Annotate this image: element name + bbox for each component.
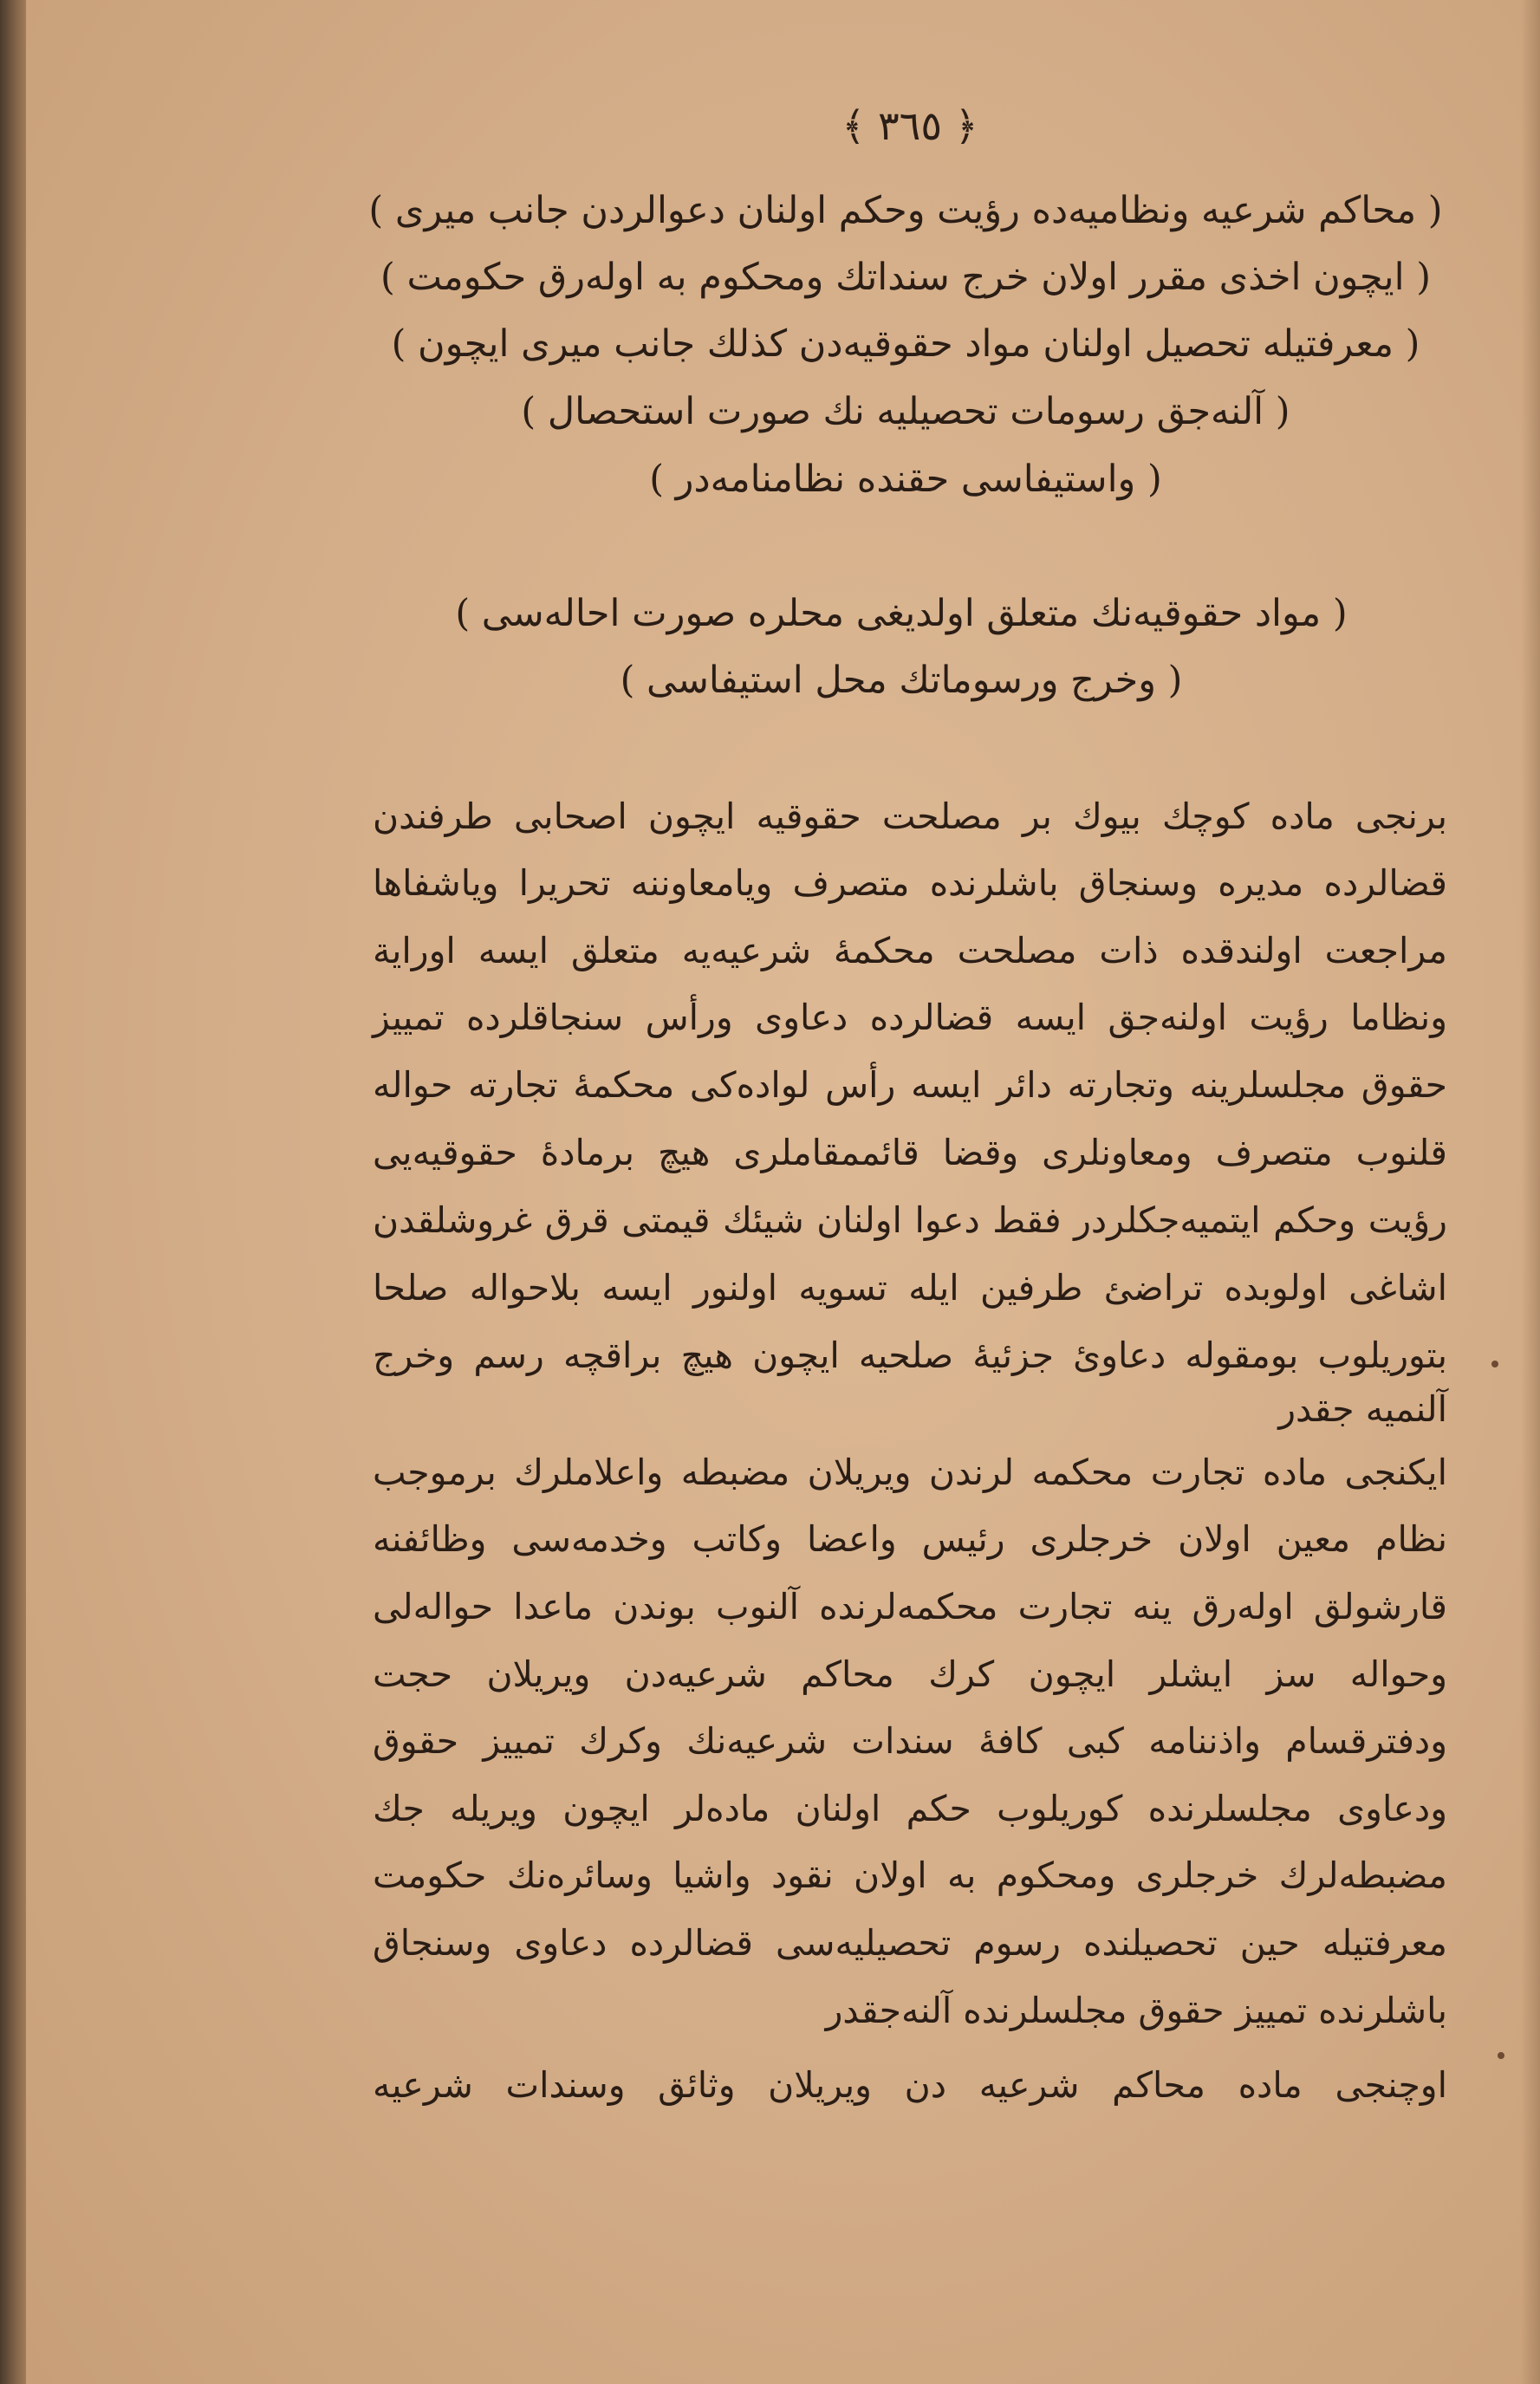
body-line-10: آلنميه جقدر: [1278, 1388, 1447, 1430]
body-line-3: مراجعت اولندقده ذات مصلحت محكمهٔ شرعيه‌يه متعلق ايسه اوراية: [373, 930, 1447, 971]
body-line-6: قلنوب متصرف ومعاونلرى وقضا قائممقاملرى هيچ برمادهٔ حقوقيه‌يى: [373, 1132, 1447, 1173]
body-line-18: معرفتيله حين تحصيلنده رسوم تحصيليه‌سى قضالرده دعاوى وسنجاق: [373, 1922, 1447, 1964]
title-line-2: ( ايچون اخذى مقرر اولان خرج سنداتك ومحكوم به اوله‌رق حكومت ): [380, 256, 1431, 299]
body-line-7: رؤيت وحكم ايتميه‌جكلردر فقط دعوا اولنان شيئك قيمتى قرق غروشلقدن: [373, 1199, 1447, 1241]
subtitle-line-1: ( مواد حقوقيه‌نك متعلق اولديغى محلره صورت احاله‌سى ): [455, 592, 1348, 635]
title-line-5: ( واستيفاسى حقنده نظامنامه‌در ): [649, 458, 1162, 501]
page-number: ﴿ ٣٦٥ ﴾: [841, 102, 978, 149]
body-line-9: بتوريلوب بومقوله دعاوئ جزئيهٔ صلحيه ايچون هيچ براقچه رسم وخرج: [373, 1335, 1447, 1376]
body-line-5: حقوق مجلسلرينه وتجارته دائر ايسه رأس لواده‌كى محكمهٔ تجارته حواله: [373, 1064, 1447, 1106]
margin-mark: [1498, 2052, 1504, 2059]
body-line-16: ودعاوى مجلسلرنده كوريلوب حكم اولنان ماده‌لر ايچون ويريله جك: [373, 1788, 1447, 1829]
subtitle-line-2: ( وخرج ورسوماتك محل استيفاسى ): [620, 659, 1183, 702]
body-line-8: اشاغى اولوبده تراضئ طرفين ايله تسويه اولنور ايسه بلاحواله صلحا: [373, 1267, 1447, 1309]
title-line-1: ( محاكم شرعيه ونظاميه‌ده رؤيت وحكم اولنان دعوالردن جانب ميرى ): [368, 189, 1443, 232]
title-line-4: ( آلنه‌جق رسومات تحصيليه نك صورت استحصال ): [521, 390, 1290, 433]
page-edge-shadow: [1521, 0, 1540, 2384]
body-line-12: نظام معين اولان خرجلرى رئيس واعضا وكاتب وخدمه‌سى وظائفنه: [373, 1518, 1447, 1560]
body-line-19: باشلرنده تمييز حقوق مجلسلرنده آلنه‌جقدر: [825, 1990, 1447, 2031]
body-line-4: ونظاما رؤيت اولنه‌جق ايسه قضالرده دعاوى ورأس سنجاقلرده تمييز: [373, 997, 1447, 1038]
body-line-15: ودفترقسام واذننامه كبى كافهٔ سندات شرعيه‌نك وكرك تمييز حقوق: [373, 1720, 1447, 1762]
body-line-2: قضالرده مديره وسنجاق باشلرنده متصرف ويامعاوننه تحريرا وياشفاها: [373, 862, 1447, 904]
body-line-13: قارشولق اوله‌رق ينه تجارت محكمه‌لرنده آلنوب بوندن ماعدا حواله‌لى: [373, 1586, 1447, 1627]
body-line-17: مضبطه‌لرك خرجلرى ومحكوم به اولان نقود واشيا وسائره‌نك حكومت: [373, 1855, 1447, 1896]
body-line-14: وحواله سز ايشلر ايچون كرك محاكم شرعيه‌دن ويريلان حجت: [373, 1653, 1447, 1695]
body-line-1: برنجى ماده كوچك بيوك بر مصلحت حقوقيه ايچون اصحابى طرفندن: [373, 796, 1447, 837]
body-line-11: ايكنجى ماده تجارت محكمه لرندن ويريلان مضبطه واعلاملرك برموجب: [373, 1452, 1447, 1493]
body-line-20: اوچنجى ماده محاكم شرعيه دن ويريلان وثائق وسندات شرعيه: [373, 2064, 1447, 2106]
margin-mark: [1491, 1361, 1498, 1367]
title-line-3: ( معرفتيله تحصيل اولنان مواد حقوقيه‌دن كذلك جانب ميرى ايچون ): [391, 322, 1420, 366]
